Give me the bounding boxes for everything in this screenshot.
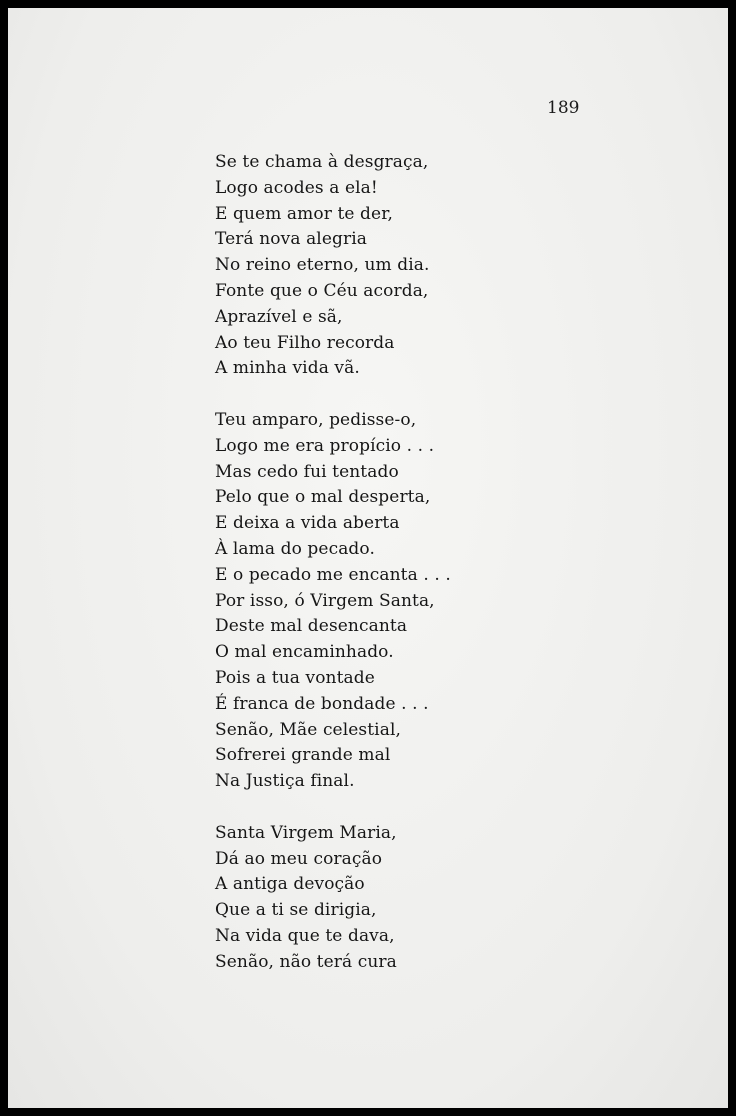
- poem-line: À lama do pecado.: [215, 538, 375, 559]
- poem-line: Por isso, ó Virgem Santa,: [215, 590, 435, 611]
- poem-line: Na Justiça final.: [215, 771, 355, 792]
- stanza-2: [215, 408, 535, 795]
- poem-line: Fonte que o Céu acorda,: [215, 280, 429, 301]
- book-page: [8, 8, 728, 1108]
- poem-line: Deste mal desencanta: [215, 616, 408, 637]
- poem-line: O mal encaminhado.: [215, 642, 394, 663]
- poem-line: Que a ti se dirigia,: [215, 900, 377, 921]
- poem-line: Logo me era propício . . .: [215, 435, 435, 456]
- poem-line: E o pecado me encanta . . .: [215, 564, 451, 585]
- poem-line: Senão, Mãe celestial,: [215, 719, 401, 740]
- poem-line: Ao teu Filho recorda: [215, 332, 395, 353]
- poem-line: Terá nova alegria: [215, 229, 367, 250]
- poem-line: Mas cedo fui tentado: [215, 461, 399, 482]
- poem: [215, 150, 535, 1001]
- poem-line: A antiga devoção: [215, 874, 365, 895]
- poem-line: Pelo que o mal desperta,: [215, 487, 431, 508]
- poem-line: A minha vida vã.: [215, 358, 360, 379]
- poem-line: Sofrerei grande mal: [215, 745, 391, 766]
- poem-line: Aprazível e sã,: [215, 306, 343, 327]
- stanza-1: [215, 150, 535, 382]
- poem-line: No reino eterno, um dia.: [215, 255, 430, 276]
- poem-line: Dá ao meu coração: [215, 848, 383, 869]
- poem-line: E quem amor te der,: [215, 203, 394, 224]
- page-number: 189: [547, 98, 580, 118]
- poem-line: Senão, não terá cura: [215, 951, 397, 972]
- stanza-3: [215, 821, 535, 976]
- poem-line: Na vida que te dava,: [215, 925, 395, 946]
- poem-line: E deixa a vida aberta: [215, 513, 400, 534]
- poem-line: Teu amparo, pedisse-o,: [215, 409, 417, 430]
- poem-line: Logo acodes a ela!: [215, 177, 378, 198]
- poem-line: Santa Virgem Maria,: [215, 822, 397, 843]
- poem-line: Se te chama à desgraça,: [215, 152, 429, 172]
- poem-line: É franca de bondade . . .: [215, 693, 429, 714]
- poem-line: Pois a tua vontade: [215, 667, 375, 688]
